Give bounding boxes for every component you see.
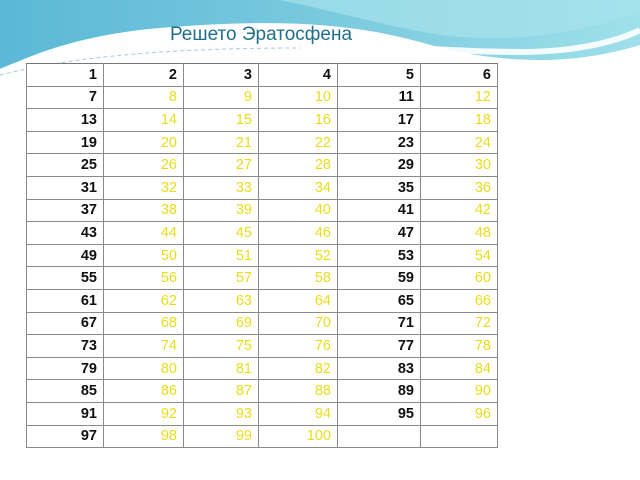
number-cell: 94 xyxy=(259,402,338,425)
number-cell: 59 xyxy=(338,267,421,290)
number-cell: 56 xyxy=(104,267,184,290)
number-cell: 75 xyxy=(184,335,259,358)
table-row xyxy=(27,425,498,448)
number-cell: 86 xyxy=(104,380,184,403)
number-cell: 53 xyxy=(338,244,421,267)
number-cell: 49 xyxy=(27,244,104,267)
table-row xyxy=(27,131,498,154)
table-row xyxy=(27,335,498,358)
number-cell: 73 xyxy=(27,335,104,358)
sieve-table xyxy=(26,63,498,448)
number-cell: 43 xyxy=(27,222,104,245)
number-cell: 5 xyxy=(338,64,421,87)
number-cell: 95 xyxy=(338,402,421,425)
number-cell: 92 xyxy=(104,402,184,425)
number-cell: 50 xyxy=(104,244,184,267)
table-row xyxy=(27,380,498,403)
number-cell: 62 xyxy=(104,289,184,312)
table-row xyxy=(27,109,498,132)
number-cell xyxy=(421,425,498,448)
number-cell: 39 xyxy=(184,199,259,222)
number-cell: 85 xyxy=(27,380,104,403)
number-cell: 91 xyxy=(27,402,104,425)
number-cell: 70 xyxy=(259,312,338,335)
number-cell: 3 xyxy=(184,64,259,87)
number-cell: 100 xyxy=(259,425,338,448)
number-cell: 10 xyxy=(259,86,338,109)
number-cell: 1 xyxy=(27,64,104,87)
number-cell: 60 xyxy=(421,267,498,290)
number-cell: 79 xyxy=(27,357,104,380)
number-cell: 26 xyxy=(104,154,184,177)
number-cell: 65 xyxy=(338,289,421,312)
number-cell: 14 xyxy=(104,109,184,132)
number-cell: 83 xyxy=(338,357,421,380)
number-cell: 93 xyxy=(184,402,259,425)
number-cell: 87 xyxy=(184,380,259,403)
table-row xyxy=(27,222,498,245)
number-cell xyxy=(338,425,421,448)
number-cell: 33 xyxy=(184,176,259,199)
table-row xyxy=(27,154,498,177)
table-row xyxy=(27,289,498,312)
table-row xyxy=(27,244,498,267)
number-cell: 44 xyxy=(104,222,184,245)
number-cell: 9 xyxy=(184,86,259,109)
number-cell: 38 xyxy=(104,199,184,222)
number-cell: 77 xyxy=(338,335,421,358)
number-cell: 67 xyxy=(27,312,104,335)
table-row xyxy=(27,402,498,425)
number-cell: 81 xyxy=(184,357,259,380)
table-row xyxy=(27,86,498,109)
number-cell: 46 xyxy=(259,222,338,245)
number-cell: 8 xyxy=(104,86,184,109)
number-cell: 13 xyxy=(27,109,104,132)
number-cell: 90 xyxy=(421,380,498,403)
number-cell: 29 xyxy=(338,154,421,177)
number-cell: 76 xyxy=(259,335,338,358)
number-cell: 66 xyxy=(421,289,498,312)
number-cell: 22 xyxy=(259,131,338,154)
number-cell: 27 xyxy=(184,154,259,177)
number-cell: 11 xyxy=(338,86,421,109)
number-cell: 63 xyxy=(184,289,259,312)
number-cell: 51 xyxy=(184,244,259,267)
table-row xyxy=(27,199,498,222)
number-cell: 18 xyxy=(421,109,498,132)
number-cell: 12 xyxy=(421,86,498,109)
number-cell: 16 xyxy=(259,109,338,132)
number-cell: 4 xyxy=(259,64,338,87)
number-cell: 40 xyxy=(259,199,338,222)
number-cell: 78 xyxy=(421,335,498,358)
number-cell: 35 xyxy=(338,176,421,199)
number-cell: 28 xyxy=(259,154,338,177)
number-cell: 69 xyxy=(184,312,259,335)
number-cell: 6 xyxy=(421,64,498,87)
table-row xyxy=(27,64,498,87)
number-cell: 23 xyxy=(338,131,421,154)
number-cell: 36 xyxy=(421,176,498,199)
table-row xyxy=(27,267,498,290)
table-row xyxy=(27,312,498,335)
number-cell: 71 xyxy=(338,312,421,335)
number-cell: 82 xyxy=(259,357,338,380)
number-cell: 2 xyxy=(104,64,184,87)
number-cell: 37 xyxy=(27,199,104,222)
table-row xyxy=(27,176,498,199)
number-cell: 41 xyxy=(338,199,421,222)
number-cell: 47 xyxy=(338,222,421,245)
number-cell: 84 xyxy=(421,357,498,380)
number-cell: 45 xyxy=(184,222,259,245)
number-cell: 55 xyxy=(27,267,104,290)
number-cell: 52 xyxy=(259,244,338,267)
number-cell: 19 xyxy=(27,131,104,154)
number-cell: 80 xyxy=(104,357,184,380)
number-cell: 30 xyxy=(421,154,498,177)
number-cell: 54 xyxy=(421,244,498,267)
number-cell: 99 xyxy=(184,425,259,448)
number-cell: 42 xyxy=(421,199,498,222)
number-cell: 89 xyxy=(338,380,421,403)
number-cell: 72 xyxy=(421,312,498,335)
number-cell: 25 xyxy=(27,154,104,177)
page-title: Решето Эратосфена xyxy=(169,24,353,45)
number-cell: 61 xyxy=(27,289,104,312)
number-cell: 57 xyxy=(184,267,259,290)
number-cell: 64 xyxy=(259,289,338,312)
number-cell: 98 xyxy=(104,425,184,448)
number-cell: 96 xyxy=(421,402,498,425)
number-cell: 58 xyxy=(259,267,338,290)
number-cell: 20 xyxy=(104,131,184,154)
number-cell: 32 xyxy=(104,176,184,199)
number-cell: 48 xyxy=(421,222,498,245)
number-cell: 34 xyxy=(259,176,338,199)
number-cell: 15 xyxy=(184,109,259,132)
number-cell: 88 xyxy=(259,380,338,403)
number-cell: 21 xyxy=(184,131,259,154)
number-cell: 97 xyxy=(27,425,104,448)
number-cell: 31 xyxy=(27,176,104,199)
number-cell: 68 xyxy=(104,312,184,335)
number-cell: 74 xyxy=(104,335,184,358)
number-cell: 17 xyxy=(338,109,421,132)
number-cell: 24 xyxy=(421,131,498,154)
number-cell: 7 xyxy=(27,86,104,109)
table-row xyxy=(27,357,498,380)
